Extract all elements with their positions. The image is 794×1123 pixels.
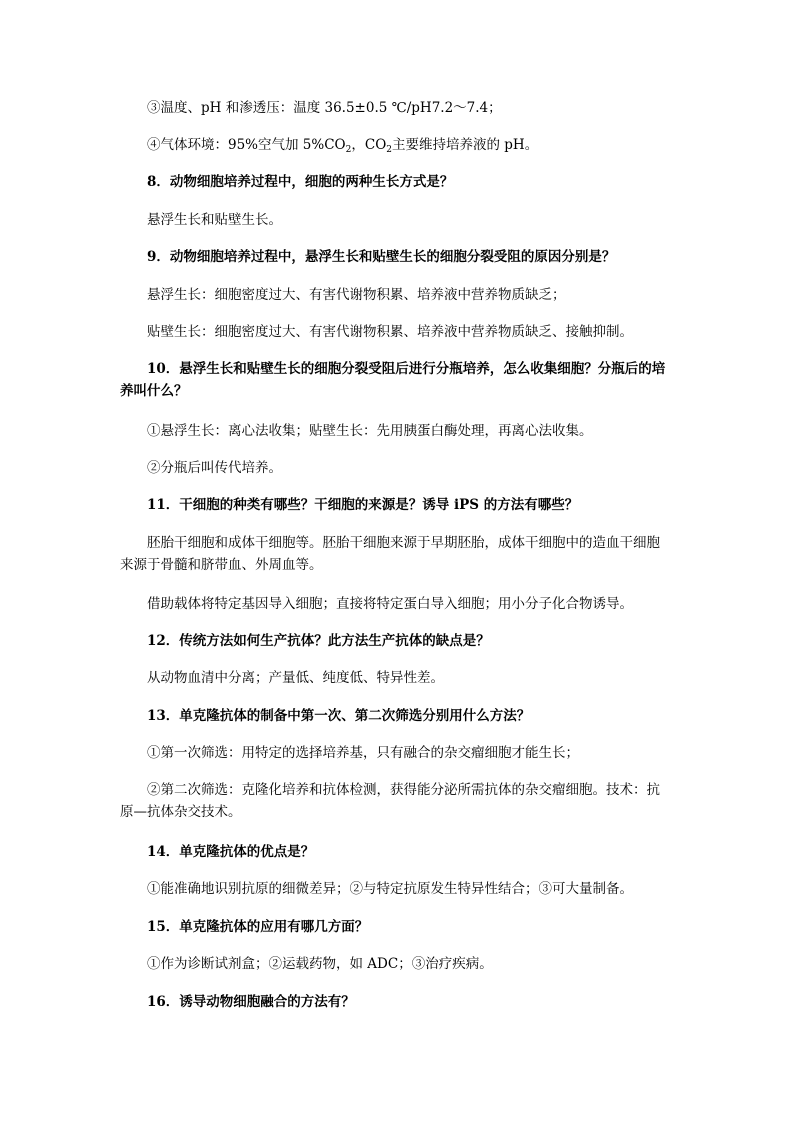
answer-line: ①悬浮生长：离心法收集；贴壁生长：先用胰蛋白酶处理，再离心法收集。 [147,423,593,439]
question-heading: 8．动物细胞培养过程中，细胞的两种生长方式是？ [147,174,454,190]
question-heading: 14．单克隆抗体的优点是？ [147,844,315,860]
answer-line: ①第一次筛选：用特定的选择培养基，只有融合的杂交瘤细胞才能生长； [147,745,579,761]
question-heading: 13．单克隆抗体的制备中第一次、第二次筛选分别用什么方法？ [147,708,531,724]
answer-line: 贴壁生长：细胞密度过大、有害代谢物积累、培养液中营养物质缺乏、接触抑制。 [147,324,633,340]
answer-line-continued: 原—抗体杂交技术。 [120,804,242,820]
answer-line: 借助载体将特定基因导入细胞；直接将特定蛋白导入细胞；用小分子化合物诱导。 [147,596,633,612]
text-segment: ④气体环境：95%空气加 5%CO [147,137,346,153]
question-heading: 10．悬浮生长和贴壁生长的细胞分裂受阻后进行分瓶培养，怎么收集细胞？分瓶后的培 [147,361,666,377]
answer-line-continued: 来源于骨髓和脐带血、外周血等。 [120,557,323,573]
question-heading: 9．动物细胞培养过程中，悬浮生长和贴壁生长的细胞分裂受阻的原因分别是？ [147,249,616,265]
answer-line: ①作为诊断试剂盒；②运载药物，如 ADC；③治疗疾病。 [147,956,493,972]
answer-line: 悬浮生长：细胞密度过大、有害代谢物积累、培养液中营养物质缺乏； [147,287,566,303]
text-segment: 主要维持培养液的 pH。 [392,137,539,153]
answer-line: 悬浮生长和贴壁生长。 [147,212,282,228]
question-heading-continued: 养叫什么？ [120,383,188,399]
answer-line: ③温度、pH 和渗透压：温度 36.5±0.5 ℃/pH7.2～7.4； [147,100,502,116]
question-heading: 12．传统方法如何生产抗体？此方法生产抗体的缺点是？ [147,633,490,649]
subscript: 2 [345,145,352,155]
subscript: 2 [386,145,392,155]
question-heading: 11．干细胞的种类有哪些？干细胞的来源是？诱导 iPS 的方法有哪些？ [147,497,579,513]
answer-line: ①能准确地识别抗原的细微差异；②与特定抗原发生特异性结合；③可大量制备。 [147,881,633,897]
question-heading: 15．单克隆抗体的应用有哪几方面？ [147,919,369,935]
answer-line: 从动物血清中分离；产量低、纯度低、特异性差。 [147,670,444,686]
question-heading: 16．诱导动物细胞融合的方法有？ [147,994,355,1010]
answer-line: ②分瓶后叫传代培养。 [147,460,282,476]
answer-line [147,135,538,160]
text-segment: ，CO [351,137,387,153]
answer-line: 胚胎干细胞和成体干细胞等。胚胎干细胞来源于早期胚胎，成体干细胞中的造血干细胞 [147,535,660,551]
answer-line: ②第二次筛选：克隆化培养和抗体检测，获得能分泌所需抗体的杂交瘤细胞。技术：抗 [147,782,660,798]
